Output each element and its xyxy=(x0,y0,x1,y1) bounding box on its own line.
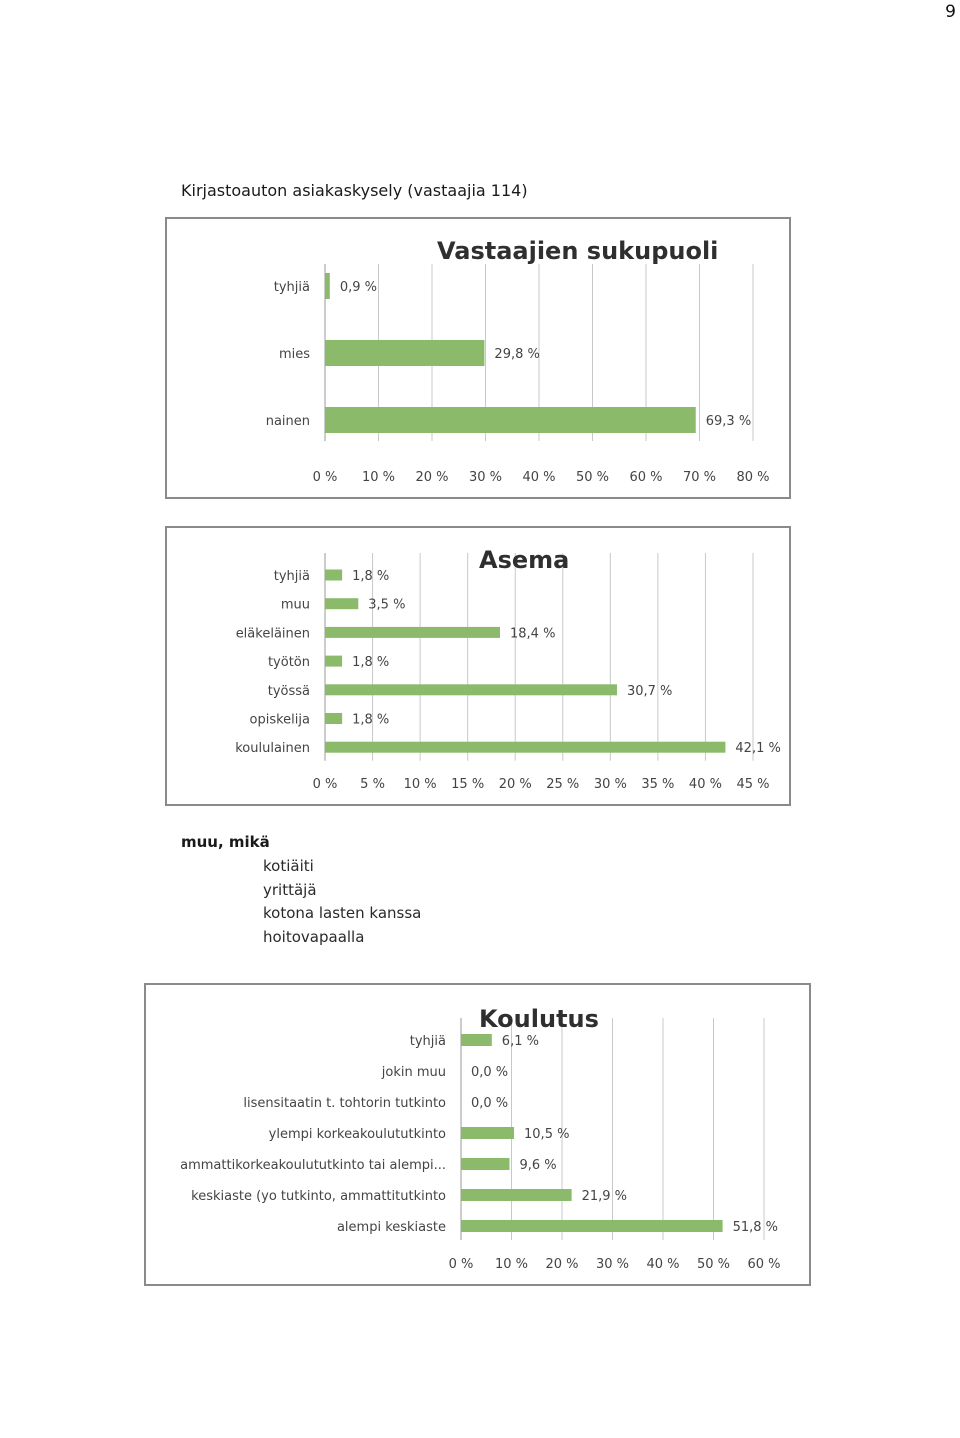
x-tick-label: 25 % xyxy=(546,777,580,792)
data-label: 42,1 % xyxy=(735,741,781,757)
category-label: tyhjiä xyxy=(273,569,310,584)
x-tick-label: 70 % xyxy=(682,470,717,485)
data-label: 69,3 % xyxy=(705,414,752,429)
data-label: 6,1 % xyxy=(501,1034,539,1049)
bar xyxy=(325,340,484,366)
bar xyxy=(461,1189,572,1201)
free-text-item: yrittäjä xyxy=(263,880,317,899)
x-tick-label: 30 % xyxy=(593,777,627,792)
x-tick-label: 20 % xyxy=(545,1257,579,1272)
category-label: tyhjiä xyxy=(273,280,310,295)
x-tick-label: 0 % xyxy=(312,777,338,792)
x-tick-label: 60 % xyxy=(747,1257,781,1272)
x-tick-label: 5 % xyxy=(360,777,385,792)
x-tick-label: 0 % xyxy=(448,1257,474,1272)
bar xyxy=(325,742,725,753)
x-tick-label: 50 % xyxy=(696,1257,731,1272)
data-label: 30,7 % xyxy=(626,683,673,699)
category-label: keskiaste (yo tutkinto, ammattitutkinto xyxy=(191,1189,446,1204)
category-label: mies xyxy=(278,347,310,362)
data-label: 0,0 % xyxy=(471,1065,509,1080)
chart-title: Asema xyxy=(479,546,570,574)
chart-title: Koulutus xyxy=(479,1005,599,1033)
x-tick-label: 0 % xyxy=(312,470,338,485)
category-label: ammattikorkeakoulututkinto tai alempi... xyxy=(180,1158,446,1173)
x-tick-label: 10 % xyxy=(403,777,437,792)
free-text-item: kotiäiti xyxy=(263,857,314,875)
bar xyxy=(461,1220,723,1232)
free-text-item: kotona lasten kanssa xyxy=(263,904,422,922)
x-tick-label: 10 % xyxy=(494,1257,529,1272)
free-text-heading: muu, mikä xyxy=(181,833,270,851)
category-label: lisensitaatin t. tohtorin tutkinto xyxy=(243,1096,446,1111)
data-label: 3,5 % xyxy=(368,597,406,613)
chart-education xyxy=(144,983,811,1286)
data-label: 29,8 % xyxy=(494,347,540,362)
chart-gender xyxy=(165,217,791,499)
x-tick-label: 30 % xyxy=(595,1257,630,1272)
data-label: 1,8 % xyxy=(352,655,390,671)
bar xyxy=(325,656,342,667)
free-text-list xyxy=(263,855,421,949)
bar xyxy=(325,273,330,299)
free-text-item: hoitovapaalla xyxy=(263,927,365,946)
chart-title: Vastaajien sukupuoli xyxy=(437,237,719,265)
category-label: työtön xyxy=(267,655,310,671)
category-label: ylempi korkeakoulututkinto xyxy=(268,1127,446,1142)
x-tick-label: 50 % xyxy=(575,470,610,485)
bar xyxy=(325,713,342,724)
data-label: 9,6 % xyxy=(519,1158,557,1173)
category-label: opiskelija xyxy=(249,712,310,728)
chart-position-svg xyxy=(167,528,793,808)
category-label: muu xyxy=(280,597,310,613)
category-label: jokin muu xyxy=(381,1065,446,1080)
x-tick-label: 10 % xyxy=(361,470,396,485)
page-number: 9 xyxy=(945,2,956,22)
category-label: nainen xyxy=(265,414,310,429)
data-label: 18,4 % xyxy=(510,626,556,642)
category-label: alempi keskiaste xyxy=(336,1220,446,1235)
x-tick-label: 40 % xyxy=(522,470,556,485)
chart-education-svg xyxy=(146,985,813,1288)
data-label: 21,9 % xyxy=(581,1189,628,1204)
x-tick-label: 30 % xyxy=(468,470,503,485)
bar xyxy=(325,684,617,695)
bar xyxy=(461,1034,492,1046)
x-tick-label: 15 % xyxy=(451,777,485,792)
data-label: 1,8 % xyxy=(352,569,390,584)
document-title: Kirjastoauton asiakaskysely (vastaajia 114) xyxy=(181,181,528,200)
data-label: 51,8 % xyxy=(732,1220,779,1235)
data-label: 10,5 % xyxy=(524,1127,570,1142)
x-tick-label: 35 % xyxy=(641,777,675,792)
data-label: 0,0 % xyxy=(471,1096,509,1111)
x-tick-label: 80 % xyxy=(736,470,770,485)
data-label: 0,9 % xyxy=(339,280,377,295)
bar xyxy=(325,627,500,638)
x-tick-label: 20 % xyxy=(415,470,449,485)
category-label: koululainen xyxy=(235,741,310,757)
category-label: eläkeläinen xyxy=(235,626,310,642)
bar xyxy=(461,1127,514,1139)
x-tick-label: 40 % xyxy=(688,777,722,792)
chart-position xyxy=(165,526,791,806)
bar xyxy=(461,1158,509,1170)
x-tick-label: 20 % xyxy=(498,777,532,792)
chart-gender-svg xyxy=(167,219,793,501)
category-label: työssä xyxy=(267,683,310,699)
bar xyxy=(325,407,696,433)
bar xyxy=(325,598,358,609)
x-tick-label: 45 % xyxy=(736,777,770,792)
x-tick-label: 60 % xyxy=(629,470,663,485)
data-label: 1,8 % xyxy=(352,712,390,728)
x-tick-label: 40 % xyxy=(646,1257,680,1272)
bar xyxy=(325,570,342,581)
category-label: tyhjiä xyxy=(409,1034,446,1049)
